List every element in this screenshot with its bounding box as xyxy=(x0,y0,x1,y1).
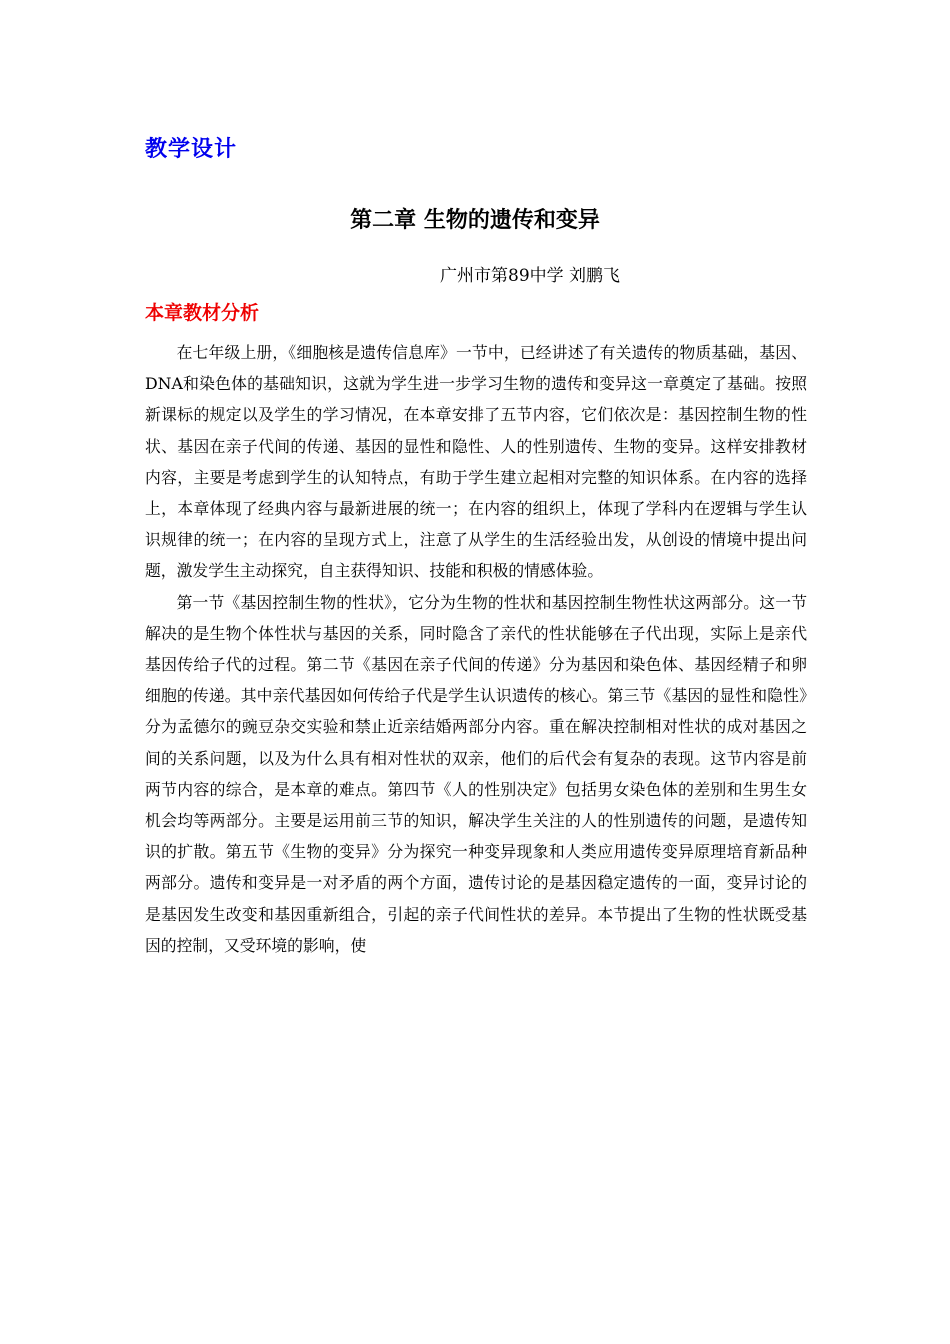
author-line: 广州市第89中学 刘鹏飞 xyxy=(440,266,621,286)
paragraph: 在七年级上册，《细胞核是遗传信息库》一节中，已经讲述了有关遗传的物质基础，基因、DNA和染色体的基础知识，这就为学生进一步学习生物的遗传和变异这一章奠定了基础。按照新课标的规定以及学生的学习情况，在本章安排了五节内容，它们依次是：基因控制生物的性状、基因在亲子代间的传递、基因的显性和隐性、人的性别遗传、生物的变异。这样安排教材内容，主要是考虑到学生的认知特点，有助于学生建立起相对完整的知识体系。在内容的选择上，本章体现了经典内容与最新进展的统一；在内容的组织上，体现了学科内在逻辑与学生认识规律的统一；在内容的呈现方式上，注意了从学生的生活经验出发，从创设的情境中提出问题，激发学生主动探究，自主获得知识、技能和积极的情感体验。 xyxy=(145,343,807,581)
paragraph: 第一节《基因控制生物的性状》，它分为生物的性状和基因控制生物性状这两部分。这一节解决的是生物个体性状与基因的关系，同时隐含了亲代的性状能够在子代出现，实际上是亲代基因传给子代的过程。第二节《基因在亲子代间的传递》分为基因和染色体、基因经精子和卵细胞的传递。其中亲代基因如何传给子代是学生认识遗传的核心。第三节《基因的显性和隐性》分为孟德尔的豌豆杂交实验和禁止近亲结婚两部分内容。重在解决控制相对性状的成对基因之间的关系问题，以及为什么具有相对性状的双亲，他们的后代会有复杂的表现。这节内容是前两节内容的综合，是本章的难点。第四节《人的性别决定》包括男女染色体的差别和生男生女机会均等两部分。主要是运用前三节的知识，解决学生关注的人的性别遗传的问题，是遗传知识的扩散。第五节《生物的变异》分为探究一种变异现象和人类应用遗传变异原理培育新品种两部分。遗传和变异是一对矛盾的两个方面，遗传讨论的是基因稳定遗传的一面，变异讨论的是基因发生改变和基因重新组合，引起的亲子代间性状的差异。本节提出了生物的性状既受基因的控制，又受环境的影响，使 xyxy=(145,592,807,955)
chapter-title: 第二章 生物的遗传和变异 xyxy=(350,208,600,233)
section-heading: 本章教材分析 xyxy=(145,302,260,324)
document-label: 教学设计 xyxy=(145,137,238,162)
body-text xyxy=(145,337,807,961)
